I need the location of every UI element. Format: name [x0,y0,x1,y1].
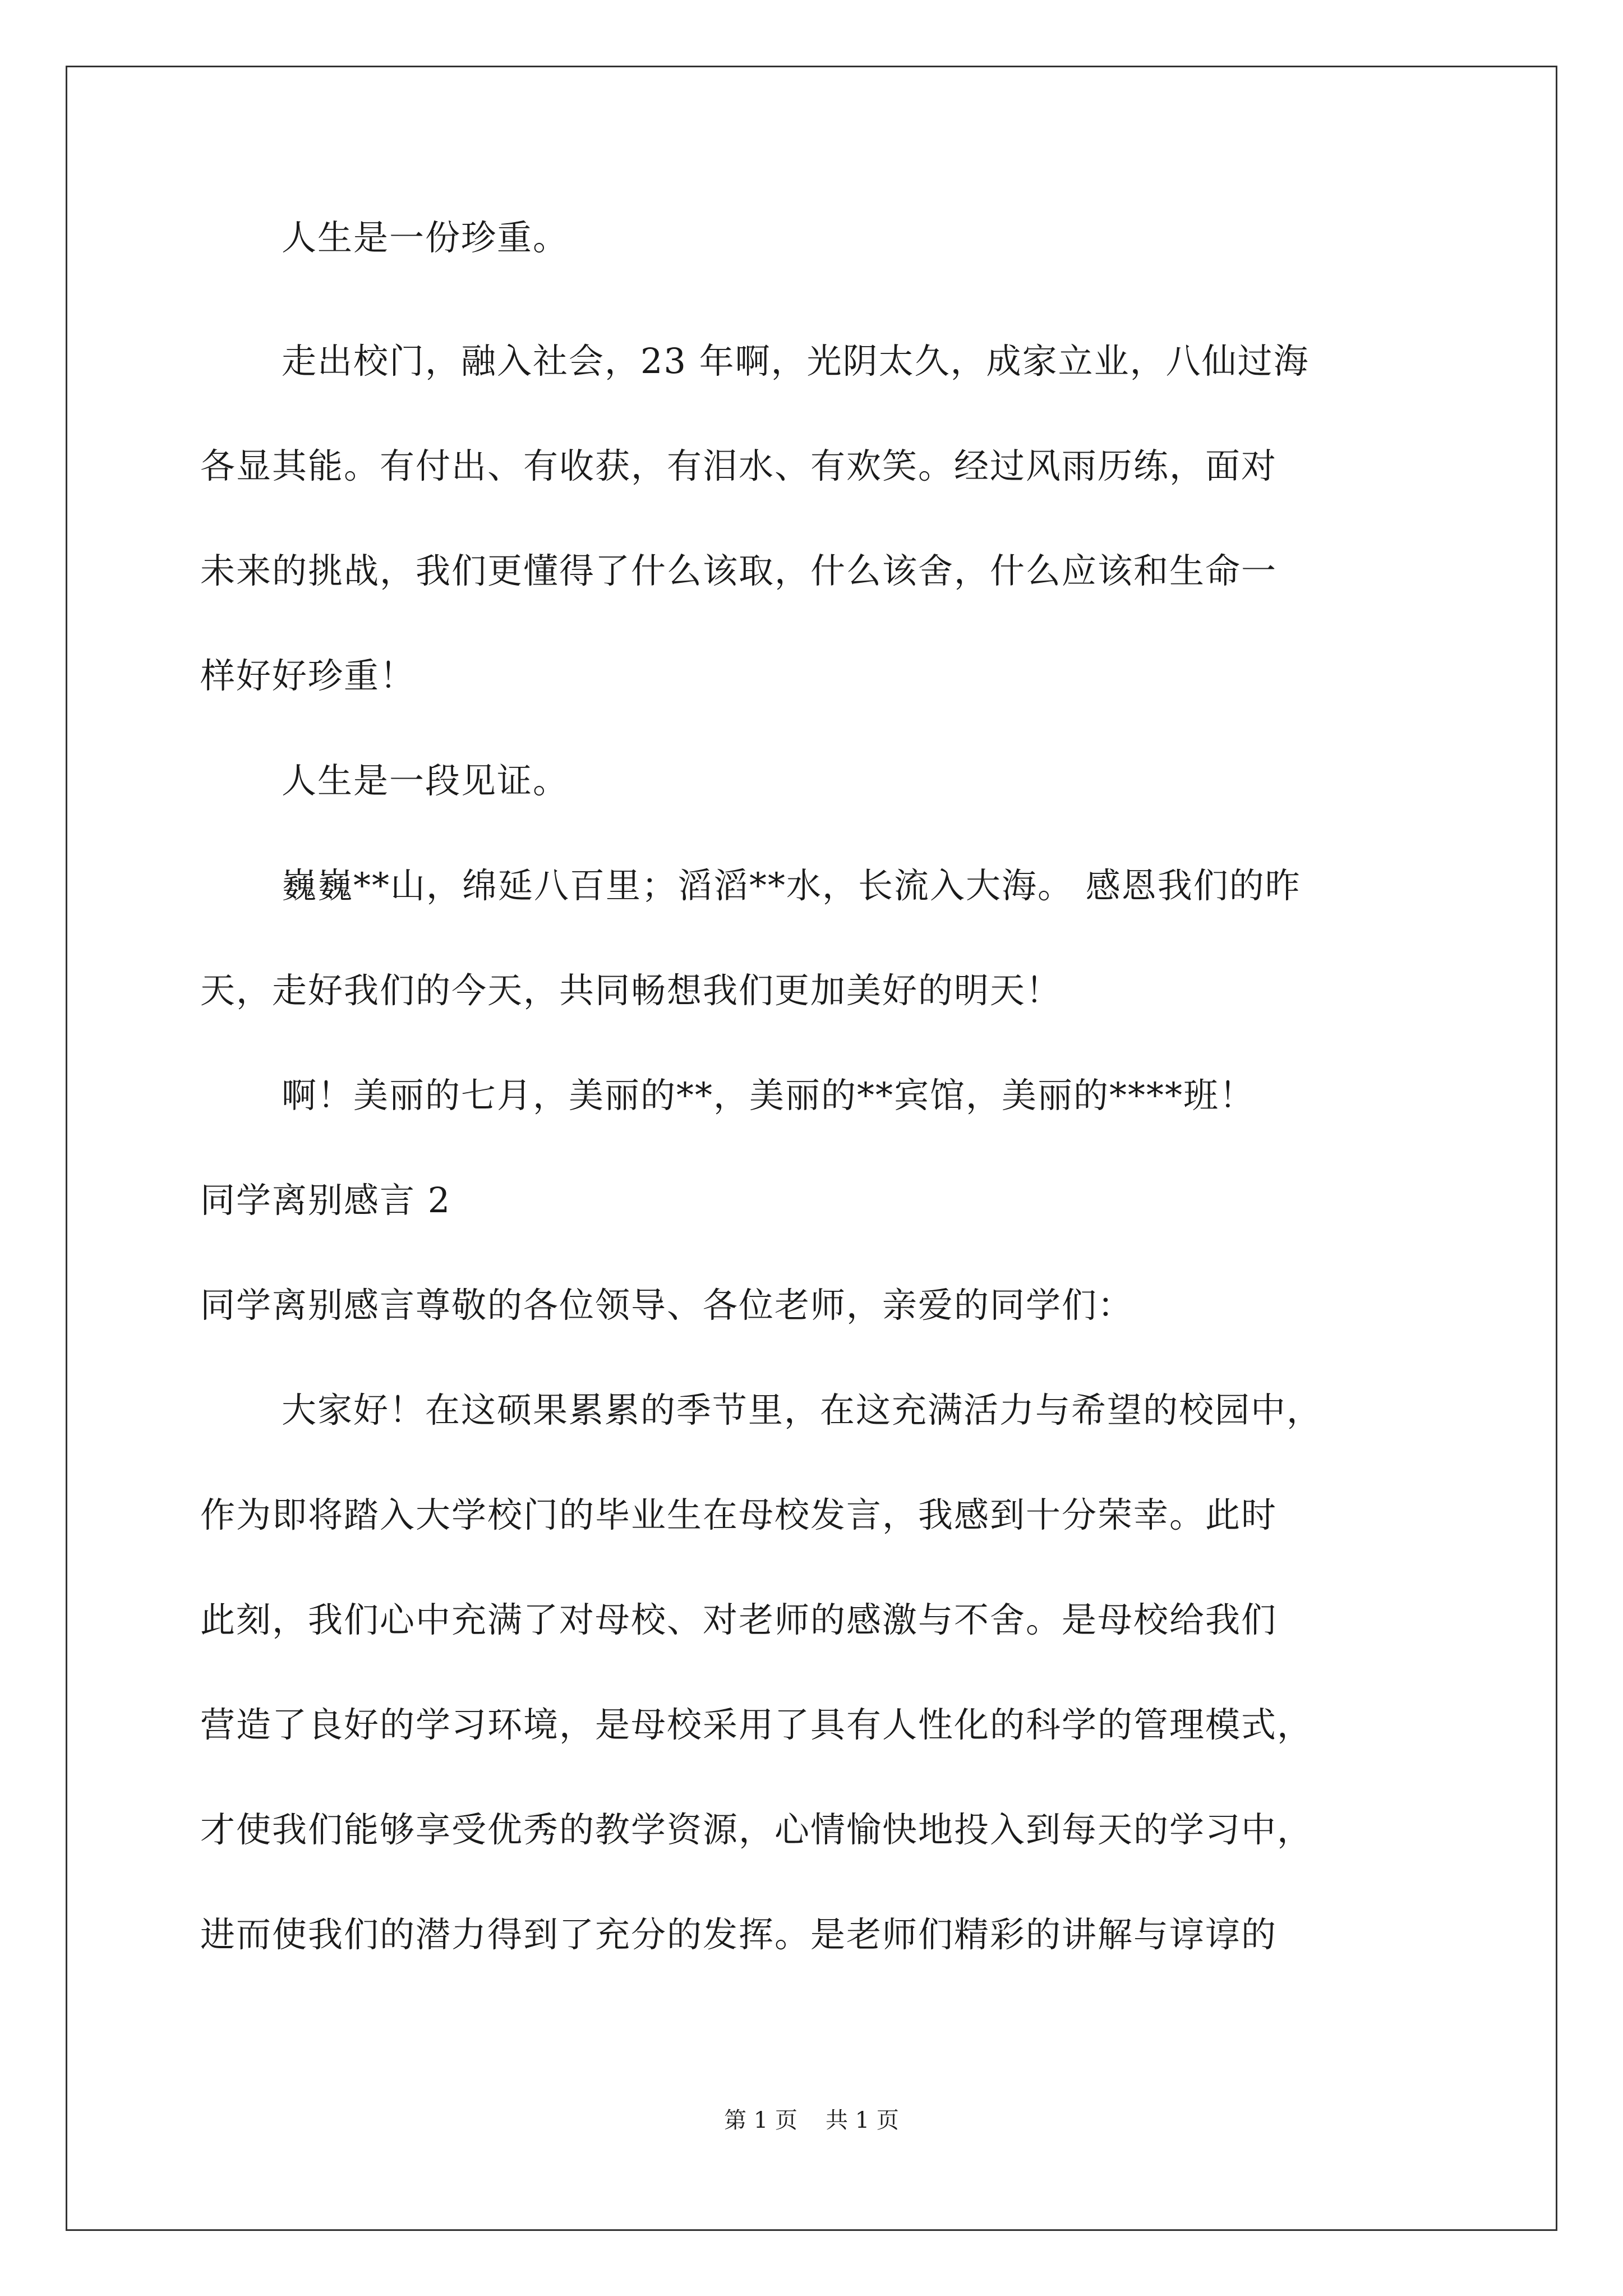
paragraph-line: 营造了良好的学习环境，是母校采用了具有人性化的科学的管理模式， [200,1704,1313,1745]
section-heading: 同学离别感言 2 [200,1180,451,1221]
paragraph-line: 大家好！在这硕果累累的季节里，在这充满活力与希望的校园中， [282,1389,1323,1430]
paragraph-line: 天，走好我们的今天，共同畅想我们更加美好的明天！ [200,970,1062,1011]
page-footer [0,2109,1623,2132]
page-total: 共 1 页 [826,2108,899,2133]
paragraph-line: 样好好珍重！ [200,655,416,696]
paragraph-line: 进而使我们的潜力得到了充分的发挥。是老师们精彩的讲解与谆谆的 [200,1914,1278,1955]
paragraph-line: 才使我们能够享受优秀的教学资源，心情愉快地投入到每天的学习中， [200,1809,1313,1850]
paragraph-line: 各显其能。有付出、有收获，有泪水、有欢笑。经过风雨历练，面对 [200,445,1278,486]
paragraph-line: 人生是一份珍重。 [282,217,569,258]
page-border [66,66,1557,2231]
paragraph-line: 同学离别感言尊敬的各位领导、各位老师，亲爱的同学们： [200,1285,1134,1326]
paragraph-line: 巍巍**山，绵延八百里；滔滔**水，长流入大海。 感恩我们的昨 [282,865,1301,906]
paragraph-line: 未来的挑战，我们更懂得了什么该取，什么该舍，什么应该和生命一 [200,550,1278,591]
paragraph-line: 走出校门，融入社会，23 年啊，光阴太久，成家立业，八仙过海 [282,341,1310,381]
paragraph-line: 人生是一段见证。 [282,760,569,801]
page-number: 第 1 页 [724,2108,797,2133]
paragraph-line: 啊！美丽的七月，美丽的**，美丽的**宾馆，美丽的****班！ [282,1075,1256,1116]
paragraph-line: 作为即将踏入大学校门的毕业生在母校发言，我感到十分荣幸。此时 [200,1494,1278,1535]
paragraph-line: 此刻，我们心中充满了对母校、对老师的感激与不舍。是母校给我们 [200,1599,1278,1640]
